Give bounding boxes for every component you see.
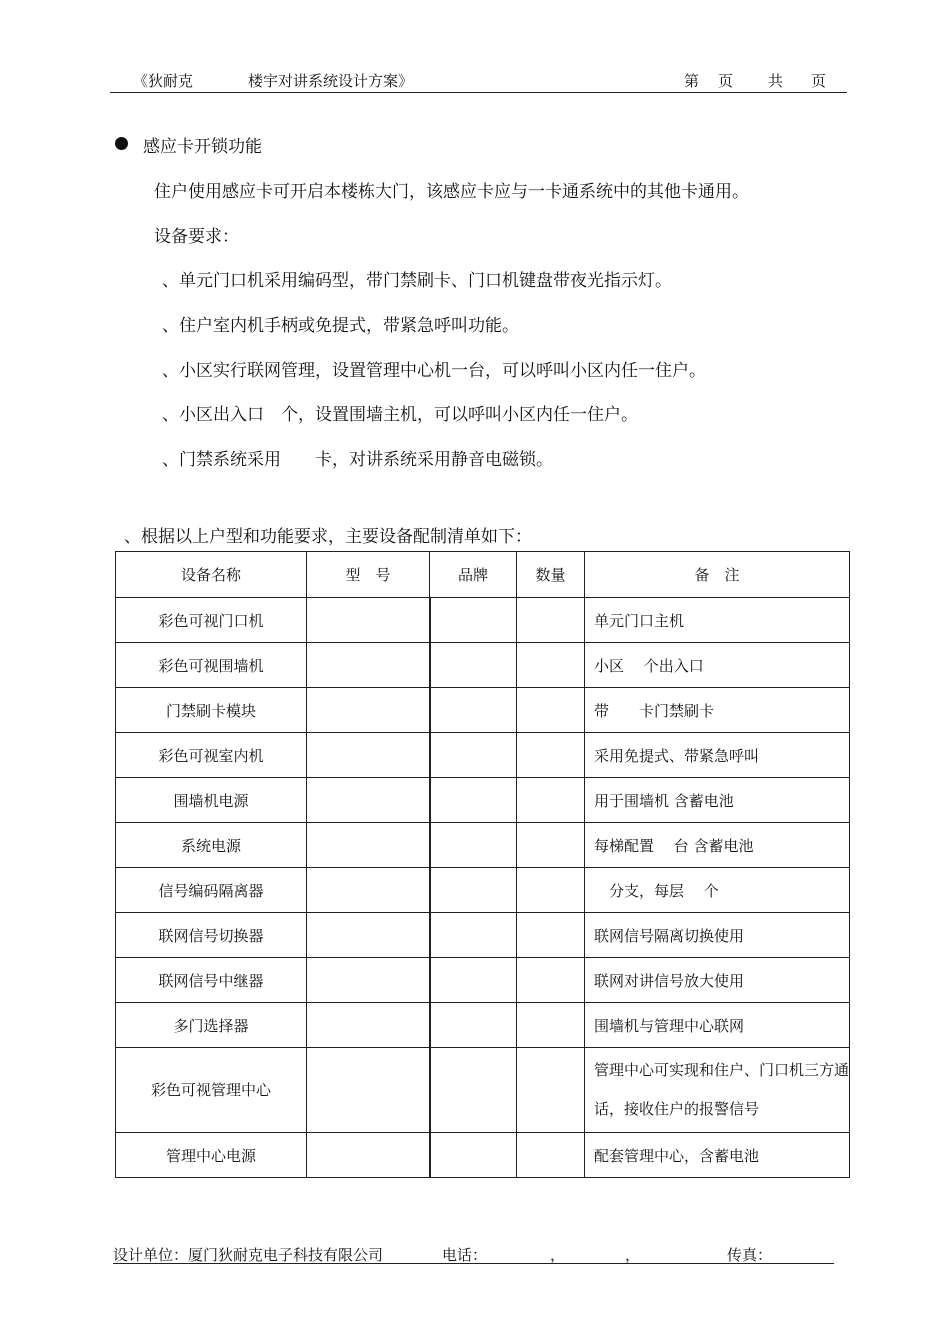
table-row: [116, 913, 850, 958]
cell-note: 配套管理中心，含蓄电池: [585, 1133, 850, 1178]
cell-brand: [430, 913, 517, 958]
header-doc-title: 楼宇对讲系统设计方案》: [248, 72, 414, 90]
cell-model: [307, 1133, 430, 1178]
table-row: [116, 868, 850, 913]
table-row: [116, 598, 850, 643]
cell-brand: [430, 1133, 517, 1178]
footer-separator: ，: [625, 1246, 641, 1264]
cell-note: 单元门口主机: [585, 598, 850, 643]
cell-brand: [430, 958, 517, 1003]
requirement-item: 、住户室内机手柄或免提式，带紧急呼叫功能。: [162, 316, 519, 336]
table-row: [116, 643, 850, 688]
cell-name: 多门选择器: [116, 1003, 307, 1048]
cell-qty: [517, 643, 585, 688]
cell-brand: [430, 1048, 517, 1133]
cell-model: [307, 1003, 430, 1048]
table-header-row: [116, 552, 850, 598]
cell-qty: [517, 598, 585, 643]
col-header-note: 备 注: [585, 552, 850, 598]
bullet-icon: [115, 137, 128, 150]
requirement-item: 、门禁系统采用 卡，对讲系统采用静音电磁锁。: [162, 450, 553, 470]
footer-fax-label: 传真：: [727, 1246, 773, 1264]
cell-qty: [517, 868, 585, 913]
footer-phone-label: 电话：: [442, 1246, 488, 1264]
cell-model: [307, 688, 430, 733]
header-total-unit: 页: [811, 72, 827, 90]
header-page-unit: 页: [718, 72, 734, 90]
cell-qty: [517, 733, 585, 778]
cell-note: 采用免提式、带紧急呼叫: [585, 733, 850, 778]
cell-brand: [430, 688, 517, 733]
cell-name: 彩色可视门口机: [116, 598, 307, 643]
cell-name: 彩色可视室内机: [116, 733, 307, 778]
header-divider: [110, 92, 847, 93]
cell-model: [307, 958, 430, 1003]
cell-brand: [430, 823, 517, 868]
cell-note: 带 卡门禁刷卡: [585, 688, 850, 733]
table-row: [116, 688, 850, 733]
table-row: [116, 958, 850, 1003]
col-header-brand: 品牌: [430, 552, 517, 598]
requirement-item: 、小区出入口 个，设置围墙主机，可以呼叫小区内任一住户。: [162, 405, 638, 425]
cell-model: [307, 733, 430, 778]
footer-divider: [113, 1263, 834, 1264]
cell-brand: [430, 1003, 517, 1048]
cell-note: 用于围墙机 含蓄电池: [585, 778, 850, 823]
cell-brand: [430, 598, 517, 643]
cell-model: [307, 598, 430, 643]
cell-model: [307, 643, 430, 688]
cell-brand: [430, 733, 517, 778]
equipment-table: [115, 551, 850, 1178]
cell-note: 小区 个出入口: [585, 643, 850, 688]
footer-separator: ，: [550, 1246, 566, 1264]
cell-note: 围墙机与管理中心联网: [585, 1003, 850, 1048]
table-row: [116, 733, 850, 778]
table-row: [116, 1048, 850, 1133]
cell-note: 分支，每层 个: [585, 868, 850, 913]
cell-model: [307, 1048, 430, 1133]
cell-qty: [517, 913, 585, 958]
cell-qty: [517, 823, 585, 868]
cell-name: 联网信号中继器: [116, 958, 307, 1003]
cell-model: [307, 913, 430, 958]
cell-brand: [430, 868, 517, 913]
requirements-title: 设备要求：: [154, 227, 239, 247]
cell-name: 彩色可视围墙机: [116, 643, 307, 688]
cell-name: 门禁刷卡模块: [116, 688, 307, 733]
cell-qty: [517, 1133, 585, 1178]
cell-qty: [517, 958, 585, 1003]
cell-name: 管理中心电源: [116, 1133, 307, 1178]
table-row: [116, 823, 850, 868]
col-header-qty: 数量: [517, 552, 585, 598]
section-heading: 感应卡开锁功能: [143, 137, 262, 157]
cell-note: 联网对讲信号放大使用: [585, 958, 850, 1003]
cell-name: 围墙机电源: [116, 778, 307, 823]
cell-brand: [430, 778, 517, 823]
cell-name: 彩色可视管理中心: [116, 1048, 307, 1133]
col-header-model: 型 号: [307, 552, 430, 598]
cell-qty: [517, 778, 585, 823]
cell-model: [307, 778, 430, 823]
requirement-item: 、单元门口机采用编码型，带门禁刷卡、门口机键盘带夜光指示灯。: [162, 271, 672, 291]
cell-qty: [517, 688, 585, 733]
cell-note: 联网信号隔离切换使用: [585, 913, 850, 958]
cell-model: [307, 868, 430, 913]
table-row: [116, 778, 850, 823]
footer-design-unit: 设计单位：厦门狄耐克电子科技有限公司: [113, 1246, 384, 1264]
header-total-label: 共: [768, 72, 784, 90]
col-header-name: 设备名称: [116, 552, 307, 598]
table-row: [116, 1003, 850, 1048]
cell-name: 系统电源: [116, 823, 307, 868]
cell-brand: [430, 643, 517, 688]
cell-model: [307, 823, 430, 868]
table-row: [116, 1133, 850, 1178]
table-intro: 、根据以上户型和功能要求，主要设备配制清单如下：: [124, 527, 532, 547]
requirement-item: 、小区实行联网管理，设置管理中心机一台，可以呼叫小区内任一住户。: [162, 361, 706, 381]
cell-name: 信号编码隔离器: [116, 868, 307, 913]
cell-note: 管理中心可实现和住户、门口机三方通话，接收住户的报警信号: [585, 1048, 850, 1133]
section-description: 住户使用感应卡可开启本楼栋大门，该感应卡应与一卡通系统中的其他卡通用。: [154, 182, 749, 202]
cell-note: 每梯配置 台 含蓄电池: [585, 823, 850, 868]
header-page-label: 第: [684, 72, 700, 90]
cell-qty: [517, 1003, 585, 1048]
header-company: 《狄耐克: [133, 72, 194, 90]
cell-qty: [517, 1048, 585, 1133]
cell-name: 联网信号切换器: [116, 913, 307, 958]
